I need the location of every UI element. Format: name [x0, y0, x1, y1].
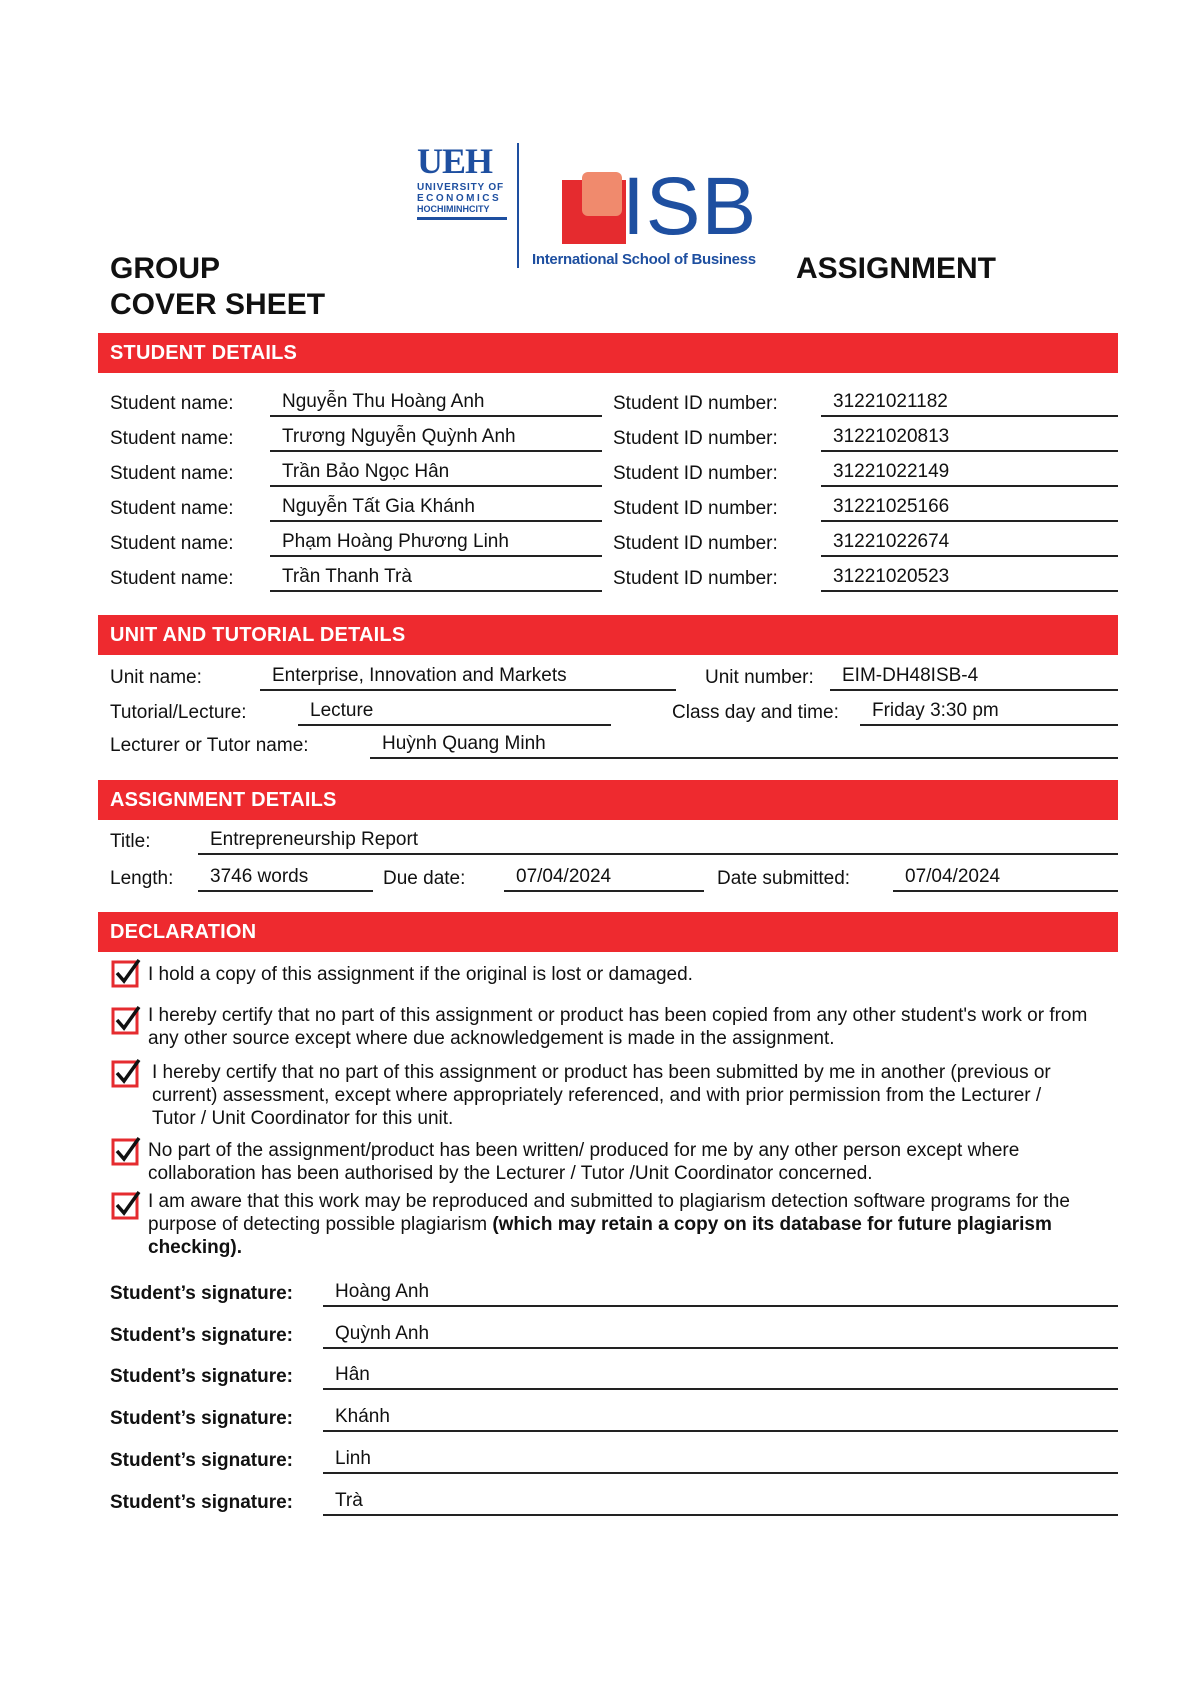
ueh-logo-line2: ECONOMICS: [417, 193, 502, 204]
section-assignment-details: ASSIGNMENT DETAILS: [98, 780, 1118, 820]
signature-label: Student’s signature:: [110, 1283, 293, 1304]
signature-field[interactable]: Khánh: [323, 1404, 1118, 1432]
length-label: Length:: [110, 868, 174, 889]
signature-field[interactable]: Trà: [323, 1488, 1118, 1516]
class-day-field[interactable]: Friday 3:30 pm: [860, 698, 1118, 726]
student-name-field[interactable]: Trần Bảo Ngọc Hân: [270, 459, 602, 487]
declaration-checkbox-5[interactable]: [111, 1190, 141, 1220]
signature-label: Student’s signature:: [110, 1325, 293, 1346]
declaration-checkbox-2[interactable]: [111, 1005, 141, 1035]
declaration-text-3: I hereby certify that no part of this assignment or product has been submitted by me in another (previous or current) assessment, except where appropriately referenced, and with prior permission from the Lecturer / Tutor / Unit Coordinator for this unit.: [152, 1062, 1051, 1129]
section-student-details: STUDENT DETAILS: [98, 333, 1118, 373]
due-date-label: Due date:: [383, 868, 466, 889]
student-name-field[interactable]: Nguyễn Tất Gia Khánh: [270, 494, 602, 522]
lecturer-field[interactable]: Huỳnh Quang Minh: [370, 731, 1118, 759]
student-id-field[interactable]: 31221022674: [821, 529, 1118, 557]
ueh-logo: [417, 143, 512, 233]
student-name-field[interactable]: Phạm Hoàng Phương Linh: [270, 529, 602, 557]
student-id-label: Student ID number:: [613, 463, 778, 484]
student-id-label: Student ID number:: [613, 393, 778, 414]
isb-logo-mark: ISB: [622, 161, 758, 252]
student-id-field[interactable]: 31221020523: [821, 564, 1118, 592]
isb-emblem-salmon-square: [582, 172, 622, 216]
length-field[interactable]: 3746 words: [198, 864, 373, 892]
ueh-underline: [417, 217, 507, 220]
student-name-field[interactable]: Trần Thanh Trà: [270, 564, 602, 592]
due-date-field[interactable]: 07/04/2024: [504, 864, 704, 892]
declaration-text-5-bold: (which may retain a copy on its database for future plagiarism checking).: [148, 1214, 1052, 1258]
date-submitted-field[interactable]: 07/04/2024: [893, 864, 1118, 892]
student-id-label: Student ID number:: [613, 498, 778, 519]
declaration-checkbox-4[interactable]: [111, 1136, 141, 1166]
title-assignment: ASSIGNMENT: [796, 252, 997, 285]
title-cover-sheet: COVER SHEET: [110, 288, 326, 321]
student-name-field[interactable]: Trương Nguyễn Quỳnh Anh: [270, 424, 602, 452]
signature-label: Student’s signature:: [110, 1366, 293, 1387]
student-name-label: Student name:: [110, 463, 234, 484]
signature-label: Student’s signature:: [110, 1408, 293, 1429]
declaration-text-1: I hold a copy of this assignment if the original is lost or damaged.: [148, 964, 693, 985]
student-id-field[interactable]: 31221020813: [821, 424, 1118, 452]
section-declaration: DECLARATION: [98, 912, 1118, 952]
tutorial-field[interactable]: Lecture: [298, 698, 611, 726]
declaration-checkbox-3[interactable]: [111, 1058, 141, 1088]
declaration-text-5-plain: I am aware that this work may be reproduced and submitted to plagiarism detection software programs for the purpose of detecting possible plagiarism: [148, 1191, 1070, 1235]
unit-number-label: Unit number:: [705, 667, 814, 688]
student-id-field[interactable]: 31221025166: [821, 494, 1118, 522]
ueh-logo-line3: HOCHIMINHCITY: [417, 204, 490, 214]
signature-label: Student’s signature:: [110, 1450, 293, 1471]
signature-field[interactable]: Quỳnh Anh: [323, 1321, 1118, 1349]
title-label: Title:: [110, 831, 151, 852]
declaration-text-2: I hereby certify that no part of this assignment or product has been copied from any other student's work or from any other source except where due acknowledgement is made in the assignment.: [148, 1005, 1088, 1049]
declaration-checkbox-1[interactable]: [111, 958, 141, 988]
date-submitted-label: Date submitted:: [717, 868, 851, 889]
title-group: GROUP: [110, 252, 221, 285]
unit-name-label: Unit name:: [110, 667, 202, 688]
signature-field[interactable]: Hân: [323, 1362, 1118, 1390]
student-name-field[interactable]: Nguyễn Thu Hoàng Anh: [270, 389, 602, 417]
logo-divider: [517, 143, 519, 268]
student-id-field[interactable]: 31221021182: [821, 389, 1118, 417]
student-id-field[interactable]: 31221022149: [821, 459, 1118, 487]
signature-label: Student’s signature:: [110, 1492, 293, 1513]
student-name-label: Student name:: [110, 498, 234, 519]
student-name-label: Student name:: [110, 568, 234, 589]
student-id-label: Student ID number:: [613, 568, 778, 589]
unit-number-field[interactable]: EIM-DH48ISB-4: [830, 663, 1118, 691]
class-day-label: Class day and time:: [672, 702, 839, 723]
section-unit-details: UNIT AND TUTORIAL DETAILS: [98, 615, 1118, 655]
student-name-label: Student name:: [110, 428, 234, 449]
ueh-logo-mark: UEH: [417, 141, 493, 181]
student-id-label: Student ID number:: [613, 533, 778, 554]
student-name-label: Student name:: [110, 393, 234, 414]
isb-logo-name: International School of Business: [532, 251, 756, 268]
student-name-label: Student name:: [110, 533, 234, 554]
tutorial-label: Tutorial/Lecture:: [110, 702, 247, 723]
signature-field[interactable]: Hoàng Anh: [323, 1279, 1118, 1307]
assignment-title-field[interactable]: Entrepreneurship Report: [198, 827, 1118, 855]
signature-field[interactable]: Linh: [323, 1446, 1118, 1474]
unit-name-field[interactable]: Enterprise, Innovation and Markets: [260, 663, 676, 691]
lecturer-label: Lecturer or Tutor name:: [110, 735, 309, 756]
ueh-logo-line1: UNIVERSITY OF: [417, 182, 504, 193]
declaration-text-5: [148, 1190, 1108, 1259]
student-id-label: Student ID number:: [613, 428, 778, 449]
declaration-text-4: No part of the assignment/product has been written/ produced for me by any other person except where collaboration has been authorised by the Lecturer / Tutor /Unit Coordinator concerned.: [148, 1140, 1020, 1184]
